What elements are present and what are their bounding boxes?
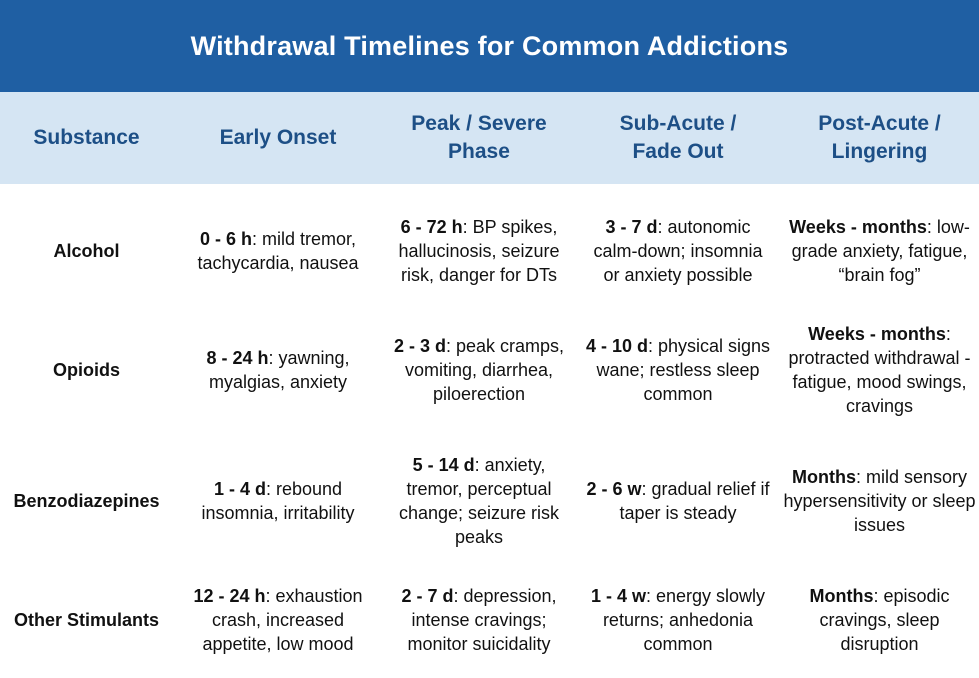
title-banner (0, 0, 979, 92)
header-peak-line2: Phase (448, 140, 510, 163)
early-onset-time: 8 - 24 h (206, 348, 269, 368)
table-row (0, 322, 979, 418)
cell-early-onset (180, 204, 376, 298)
header-post-acute-line1: Post-Acute / (818, 112, 941, 135)
peak-time: 2 - 7 d (401, 586, 454, 606)
header-peak-label (411, 110, 546, 166)
table-header-row (0, 92, 979, 184)
table-row (0, 452, 979, 550)
cell-post-acute (780, 572, 979, 668)
substance-name: Alcohol (53, 241, 120, 261)
peak-time: 5 - 14 d (412, 455, 475, 475)
cell-post-acute (780, 322, 979, 418)
table-row (0, 572, 979, 668)
cell-sub-acute (578, 572, 778, 668)
peak-time: 6 - 72 h (400, 217, 463, 237)
post-acute-desc: : protracted withdrawal - fatigue, mood swings, cravings (788, 324, 971, 416)
early-onset-desc: : exhaustion crash, increased appetite, low mood (202, 586, 363, 654)
cell-peak (380, 204, 578, 298)
table-row (0, 204, 979, 298)
cell-substance (0, 322, 173, 418)
header-sub-acute-line1: Sub-Acute / (619, 112, 737, 135)
header-peak-line1: Peak / Severe (411, 112, 547, 135)
peak-desc: : depression, intense cravings; monitor suicidality (407, 586, 557, 654)
early-onset-time: 12 - 24 h (193, 586, 266, 606)
early-onset-desc: : mild tremor, tachycardia, nausea (197, 229, 359, 273)
early-onset-desc: : yawning, myalgias, anxiety (208, 348, 350, 392)
sub-acute-desc: : energy slowly returns; anhedonia common (602, 586, 766, 654)
cell-substance (0, 204, 173, 298)
early-onset-time: 0 - 6 h (199, 229, 252, 249)
substance-name: Benzodiazepines (13, 491, 160, 511)
sub-acute-time: 1 - 4 w (590, 586, 646, 606)
sub-acute-time: 4 - 10 d (585, 336, 648, 356)
cell-sub-acute (578, 322, 778, 418)
peak-time: 2 - 3 d (393, 336, 446, 356)
header-post-acute-line2: Lingering (831, 140, 928, 163)
cell-sub-acute (578, 452, 778, 550)
header-post-acute (780, 92, 979, 184)
post-acute-time: Months (809, 586, 874, 606)
early-onset-time: 1 - 4 d (213, 479, 266, 499)
header-substance-label: Substance (33, 126, 140, 149)
header-post-acute-label (818, 110, 941, 166)
post-acute-time: Weeks - months (789, 217, 927, 237)
sub-acute-desc: : autonomic calm-down; insomnia or anxiety possible (593, 217, 763, 285)
post-acute-desc: : mild sensory hypersensitivity or sleep issues (783, 467, 976, 535)
sub-acute-desc: : gradual relief if taper is steady (619, 479, 770, 523)
cell-peak (380, 452, 578, 550)
cell-substance (0, 452, 173, 550)
header-sub-acute-line2: Fade Out (632, 140, 724, 163)
cell-sub-acute (578, 204, 778, 298)
cell-early-onset (180, 572, 376, 668)
substance-name: Other Stimulants (13, 610, 160, 630)
sub-acute-time: 3 - 7 d (605, 217, 658, 237)
cell-post-acute (780, 452, 979, 550)
cell-peak (380, 322, 578, 418)
peak-desc: : peak cramps, vomiting, diarrhea, piloerection (404, 336, 565, 404)
header-peak (380, 92, 578, 184)
header-sub-acute (578, 92, 778, 184)
peak-desc: : BP spikes, hallucinosis, seizure risk, danger for DTs (398, 217, 560, 285)
cell-early-onset (180, 322, 376, 418)
header-substance (0, 92, 173, 184)
post-acute-time: Weeks - months (808, 324, 946, 344)
sub-acute-desc: : physical signs wane; restless sleep common (596, 336, 771, 404)
sub-acute-time: 2 - 6 w (586, 479, 642, 499)
post-acute-desc: : episodic cravings, sleep disruption (819, 586, 950, 654)
cell-peak (380, 572, 578, 668)
page-title: Withdrawal Timelines for Common Addictions (190, 30, 789, 61)
cell-early-onset (180, 452, 376, 550)
post-acute-time: Months (791, 467, 856, 487)
early-onset-desc: : rebound insomnia, irritability (201, 479, 355, 523)
peak-desc: : anxiety, tremor, perceptual change; seizure risk peaks (398, 455, 560, 547)
header-early-onset (180, 92, 376, 184)
post-acute-desc: : low-grade anxiety, fatigue, “brain fog” (791, 217, 970, 285)
header-early-onset-label: Early Onset (219, 126, 337, 149)
cell-substance (0, 572, 173, 668)
header-sub-acute-label (620, 110, 737, 166)
substance-name: Opioids (53, 360, 120, 380)
cell-post-acute (780, 204, 979, 298)
